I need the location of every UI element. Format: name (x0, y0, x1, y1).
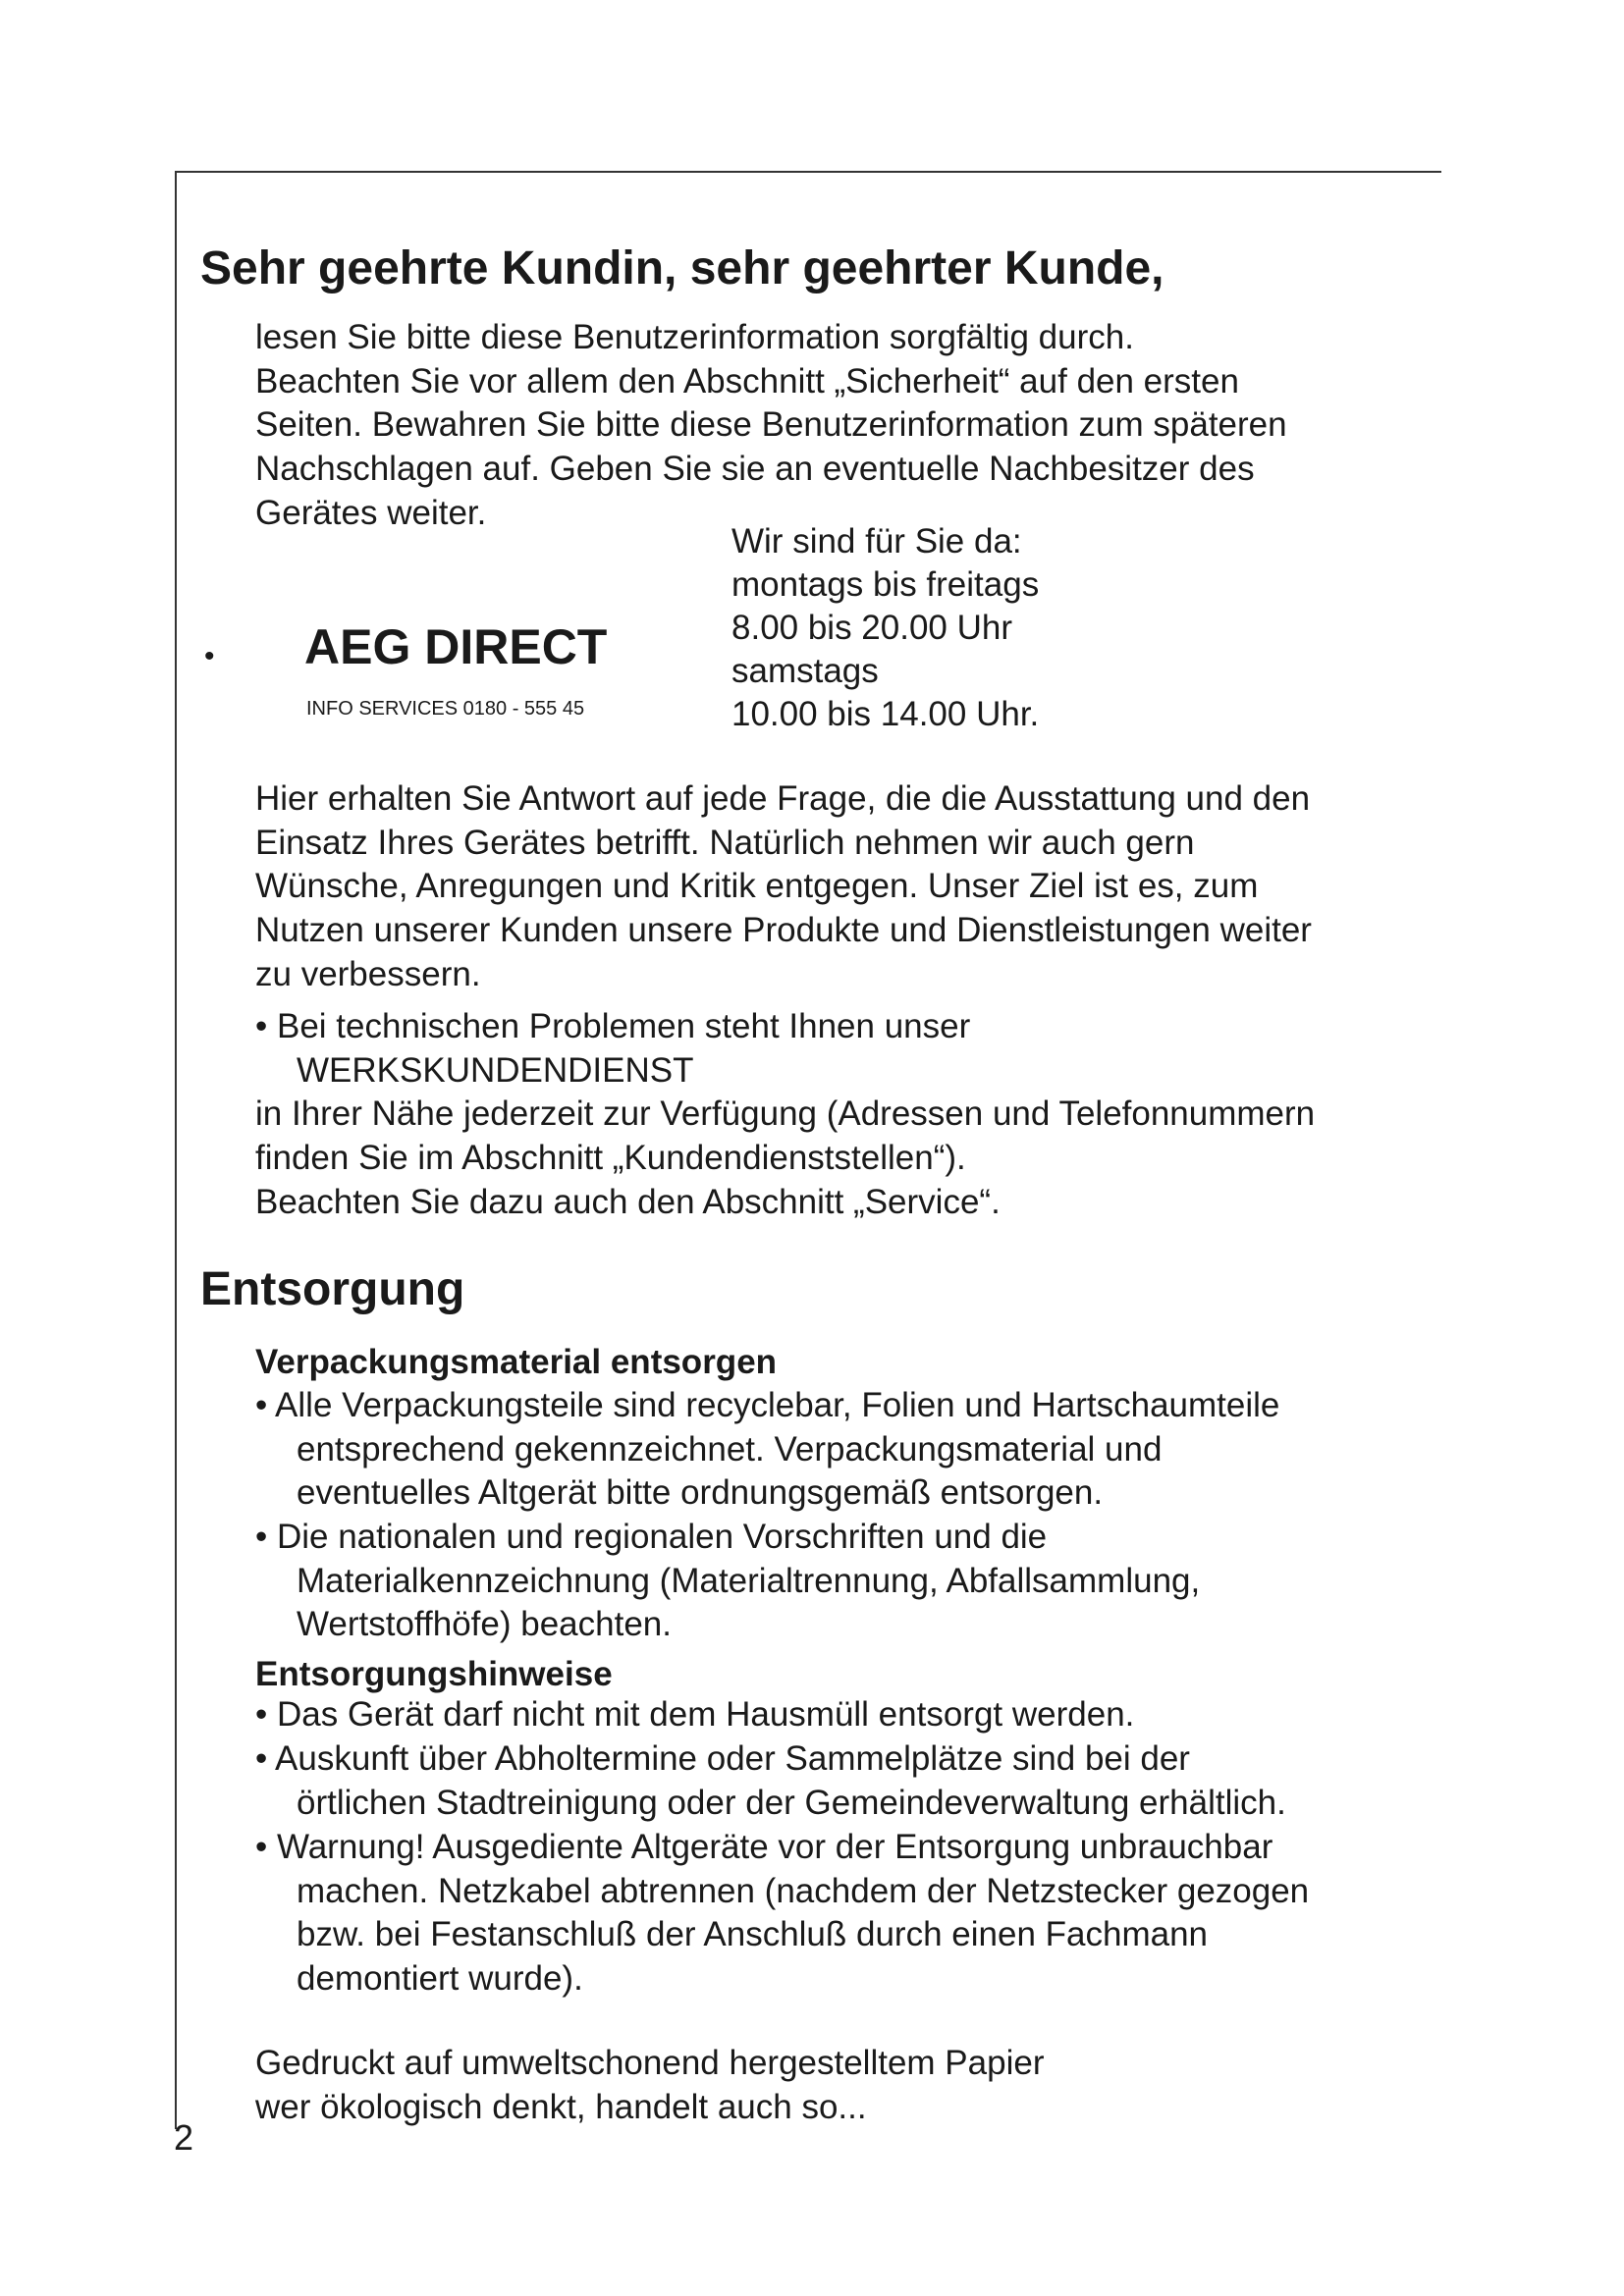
greeting-heading: Sehr geehrte Kundin, sehr geehrter Kunde, (200, 242, 1164, 294)
technical-indent-line: WERKSKUNDENDIENST (297, 1050, 694, 1090)
print-note-line: Gedruckt auf umweltschonend hergestelltem Papier (255, 2044, 1045, 2082)
page-number: 2 (174, 2117, 194, 2158)
service-line: Wünsche, Anregungen und Kritik entgegen. Unser Ziel ist es, zum (255, 867, 1259, 906)
packaging-bullet-line: eventuelles Altgerät bitte ordnungsgemäß entsorgen. (297, 1473, 1104, 1513)
intro-line: Nachschlagen auf. Geben Sie sie an eventuelle Nachbesitzer des (255, 450, 1255, 489)
service-line: Hier erhalten Sie Antwort auf jede Frage, die die Ausstattung und den (255, 779, 1311, 818)
intro-line: Seiten. Bewahren Sie bitte diese Benutzerinformation zum späteren (255, 405, 1287, 445)
notes-bullet-line: • Warnung! Ausgediente Altgeräte vor der Entsorgung unbrauchbar (255, 1828, 1273, 1866)
notes-bullet-2 (255, 1737, 1286, 1825)
technical-paragraph (255, 1005, 1315, 1225)
technical-line: Beachten Sie dazu auch den Abschnitt „Service“. (255, 1182, 1001, 1221)
intro-line: Gerätes weiter. (255, 493, 487, 532)
notes-bullet-3 (255, 1826, 1309, 2002)
hours-line: 10.00 bis 14.00 Uhr. (731, 695, 1040, 733)
technical-line: finden Sie im Abschnitt „Kundendienststellen“). (255, 1139, 966, 1178)
print-note-line: wer ökologisch denkt, handelt auch so... (255, 2087, 867, 2126)
packaging-bullet-line: Materialkennzeichnung (Materialtrennung, Abfallsammlung, (297, 1561, 1201, 1600)
print-note (255, 2042, 1044, 2129)
disposal-heading: Entsorgung (200, 1263, 465, 1315)
hours-line: montags bis freitags (731, 565, 1040, 604)
brand-name: AEG DIRECT (304, 619, 608, 674)
packaging-bullet-line: Wertstoffhöfe) beachten. (297, 1605, 672, 1644)
notes-bullet-line: bzw. bei Festanschluß der Anschluß durch einen Fachmann (297, 1915, 1208, 1954)
top-rule (175, 171, 1441, 173)
packaging-bullet-line: entsprechend gekennzeichnet. Verpackungsmaterial und (297, 1429, 1163, 1468)
packaging-bullet-line: • Alle Verpackungsteile sind recyclebar, Folien und Hartschaumteile (255, 1386, 1280, 1424)
side-rule (175, 171, 177, 2129)
intro-line: Beachten Sie vor allem den Abschnitt „Sicherheit“ auf den ersten (255, 361, 1239, 400)
hours-line: 8.00 bis 20.00 Uhr (731, 609, 1013, 647)
packaging-bullet-2 (255, 1516, 1200, 1647)
notes-bullet-line: demontiert wurde). (297, 1959, 583, 1999)
service-line: Nutzen unserer Kunden unsere Produkte und Dienstleistungen weiter (255, 911, 1312, 950)
service-paragraph (255, 777, 1312, 997)
packaging-subheading: Verpackungsmaterial entsorgen (255, 1343, 778, 1381)
notes-bullet-line: machen. Netzkabel abtrennen (nachdem der Netzstecker gezogen (297, 1871, 1310, 1910)
packaging-bullet-1 (255, 1384, 1279, 1516)
packaging-bullet-line: • Die nationalen und regionalen Vorschriften und die (255, 1518, 1048, 1556)
notes-bullet-line: • Auskunft über Abholtermine oder Sammelplätze sind bei der (255, 1739, 1190, 1778)
service-line: Einsatz Ihres Gerätes betrifft. Natürlich nehmen wir auch gern (255, 823, 1195, 862)
brand-bullet: • (204, 640, 215, 672)
intro-paragraph (255, 316, 1287, 536)
technical-bullet-line: • Bei technischen Problemen steht Ihnen unser (255, 1007, 971, 1045)
service-hours (731, 520, 1039, 736)
hours-line: samstags (731, 652, 879, 690)
technical-line: in Ihrer Nähe jederzeit zur Verfügung (Adressen und Telefonnummern (255, 1095, 1316, 1134)
notes-bullet-line: örtlichen Stadtreinigung oder der Gemeindeverwaltung erhältlich. (297, 1783, 1286, 1822)
notes-bullet-1 (255, 1693, 1134, 1737)
notes-bullet-line: • Das Gerät darf nicht mit dem Hausmüll entsorgt werden. (255, 1695, 1135, 1734)
service-line: zu verbessern. (255, 954, 481, 993)
hours-line: Wir sind für Sie da: (731, 522, 1022, 561)
brand-info-line: INFO SERVICES 0180 - 555 45 (306, 698, 585, 720)
intro-line: lesen Sie bitte diese Benutzerinformation sorgfältig durch. (255, 318, 1134, 356)
disposal-notes-subheading: Entsorgungshinweise (255, 1655, 613, 1693)
